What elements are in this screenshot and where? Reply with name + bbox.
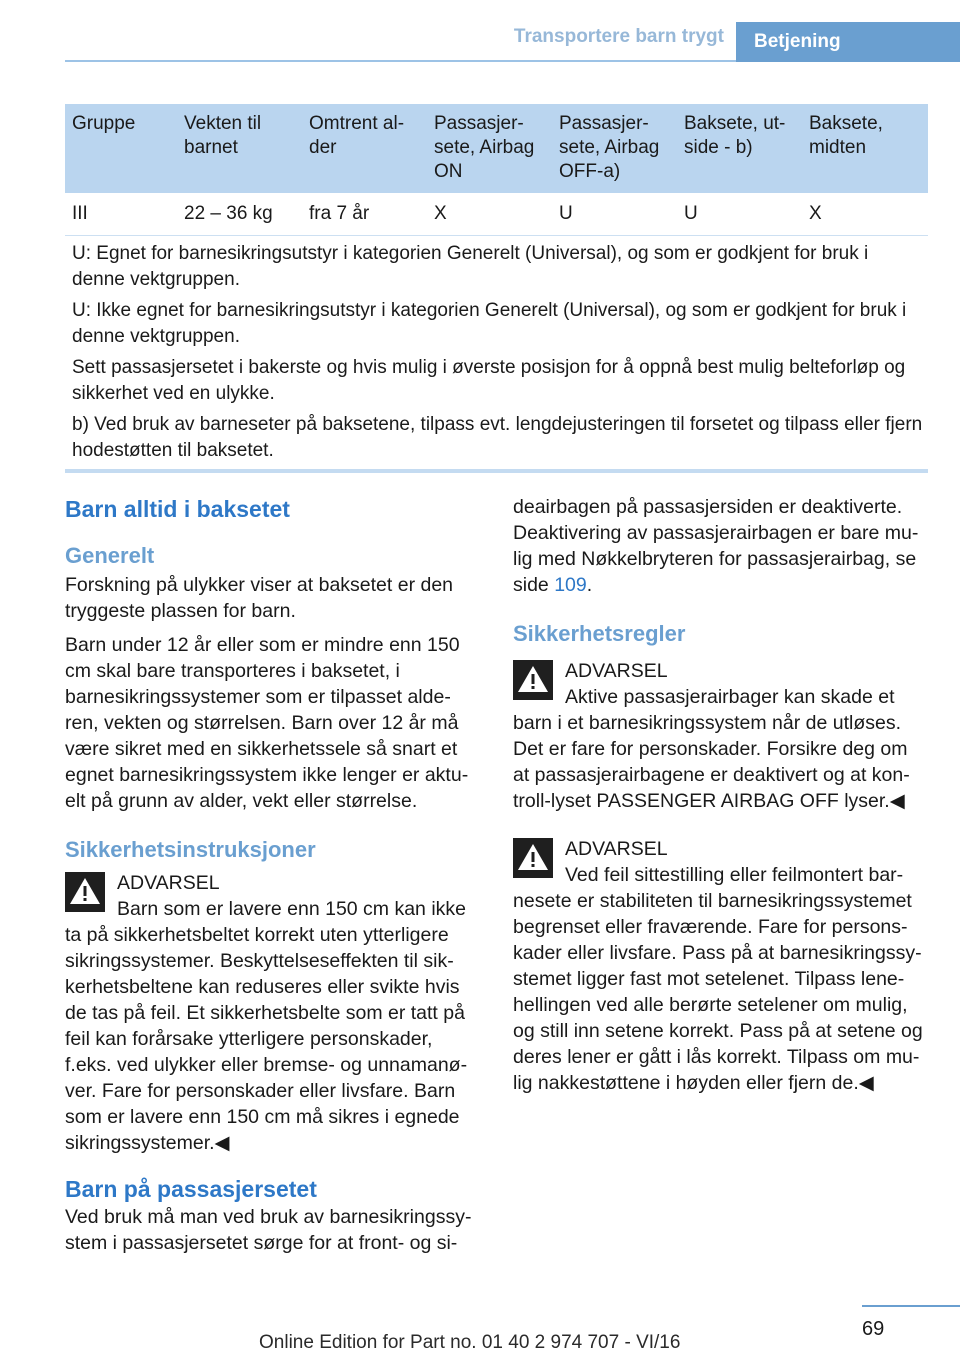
table-cell: U: [552, 193, 677, 236]
table-header-cell: Vekten til barnet: [177, 104, 302, 193]
header-rule: [65, 60, 736, 62]
table-cell: X: [427, 193, 552, 236]
warning-text: Ved feil sittestilling eller feilmontert bar-: [565, 864, 904, 886]
warning-text: nesete er stabiliteten til barnesikringssystemet begrenset eller fraværende. Fare for persons- kader eller livsfare. Pass på at barnesikringssy- stemet ligger fast mot setelenet. Tilpass lene- hellingen ved alle berørte setelener om mulig, og still inn setene korrekt. Pass på at setene og deres lener er gått i lås korrekt. Tilpass om mu- lig nakkestøttene i høyden eller fjern de.◀: [513, 890, 923, 1094]
warning-label: ADVARSEL: [565, 660, 668, 682]
page-number: 69: [862, 1318, 885, 1340]
warning-text: barn i et barnesikringssystem når de utløses. Det er fare for personskader. Forsikre deg om at passasjerairbagene er deaktivert og at kon- troll-lyset PASSENGER AIRBAG OFF lyser.◀: [513, 712, 910, 812]
left-column: [65, 494, 480, 1264]
body-paragraph: Ved bruk må man ved bruk av barnesikringssy- stem i passasjersetet sørge for at front- og si-: [65, 1206, 472, 1254]
table-note: Sett passasjersetet i bakerste og hvis mulig i øverste posisjon for å oppnå best mulig belteforløp og sikkerhet ved en ulykke.: [72, 357, 906, 404]
warning-triangle-icon: [513, 838, 553, 878]
subsection-heading: Sikkerhetsregler: [513, 621, 686, 646]
table-note: U: Egnet for barnesikringsutstyr i kategorien Generelt (Universal), og som er godkjent for bruk i denne vektgruppen.: [72, 243, 869, 290]
warning-triangle-icon: [65, 872, 105, 912]
warning-block: [65, 866, 480, 1156]
subsection-heading: Generelt: [65, 543, 155, 568]
warning-triangle-icon: [513, 660, 553, 700]
table-header-cell: Omtrent al- der: [302, 104, 427, 193]
table-header-cell: Passasjer- sete, Airbag OFF-a): [552, 104, 677, 193]
table-notes: [72, 241, 924, 469]
table-row: [65, 193, 928, 236]
table-note: b) Ved bruk av barneseter på baksetene, tilpass evt. lengdejusteringen til forsetet og tilpass eller fjern hodestøtten til baksetet.: [72, 414, 923, 461]
table-header-cell: Gruppe: [65, 104, 177, 193]
body-paragraph: deairbagen på passasjersiden er deaktiverte. Deaktivering av passasjerairbagen er bare mu- lig med Nøkkelbryteren for passasjerairbag, se side 109.: [513, 496, 919, 596]
table-header-row: [65, 104, 928, 193]
warning-text: Aktive passasjerairbager kan skade et: [565, 686, 895, 708]
subsection-heading: Sikkerhetsinstruksjoner: [65, 837, 316, 862]
table-cell: U: [677, 193, 802, 236]
child-seat-table: [65, 104, 928, 236]
warning-text: ta på sikkerhetsbeltet korrekt uten ytterligere sikringssystemer. Beskyttelseseffekten til sik- kerhetsbeltene kan reduseres eller svikte hvis de tas på feil. Et sikkerhetsbelte som er tatt på feil kan forårsake ytterligere personskader, f.eks. ved ulykker eller bremse- og unnamanø- ver. Fare for personskader eller livsfare. Barn som er lavere enn 150 cm må sikres i egnede sikringssystemer.◀: [65, 924, 468, 1154]
warning-block: [513, 654, 928, 814]
warning-label: ADVARSEL: [565, 838, 668, 860]
section-heading: Barn på passasjersetet: [65, 1176, 317, 1202]
right-column: [513, 494, 928, 1114]
body-paragraph: Forskning på ulykker viser at baksetet er den tryggeste plassen for barn.: [65, 574, 454, 622]
section-heading: Barn alltid i baksetet: [65, 496, 290, 522]
warning-block: [513, 832, 928, 1096]
edition-footer: Online Edition for Part no. 01 40 2 974 707 - VI/16: [259, 1332, 681, 1353]
warning-text: Barn som er lavere enn 150 cm kan ikke: [117, 898, 467, 920]
warning-label: ADVARSEL: [117, 872, 220, 894]
table-header-cell: Passasjer- sete, Airbag ON: [427, 104, 552, 193]
table-note: U: Ikke egnet for barnesikringsutstyr i kategorien Generelt (Universal), og som er godkjent for bruk i denne vektgruppen.: [72, 300, 907, 347]
footer-rule: [862, 1305, 960, 1307]
table-bottom-rule: [65, 469, 928, 473]
section-title: Transportere barn trygt: [513, 26, 724, 47]
table-cell: fra 7 år: [302, 193, 427, 236]
body-paragraph: Barn under 12 år eller som er mindre enn 150 cm skal bare transporteres i baksetet, i barnesikringssystemer som er tilpasset alde- ren, vekten og størrelsen. Barn over 12 år må være sikret med en sikkerhetssele så snart et egnet barnesikringssystem ikke lenger er aktu- elt på grunn av alder, vekt eller størrelse.: [65, 634, 469, 812]
table-cell: X: [802, 193, 928, 236]
page-reference-link[interactable]: 109: [554, 574, 587, 596]
table-cell: 22 – 36 kg: [177, 193, 302, 236]
table-header-cell: Baksete, midten: [802, 104, 928, 193]
page-header: [0, 0, 960, 62]
table-header-cell: Baksete, ut- side - b): [677, 104, 802, 193]
chapter-tab: Betjening: [736, 22, 960, 62]
table-cell: III: [65, 193, 177, 236]
